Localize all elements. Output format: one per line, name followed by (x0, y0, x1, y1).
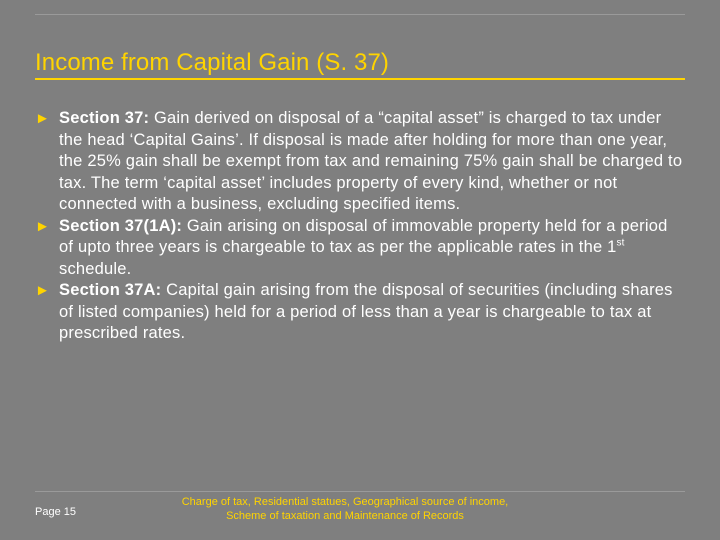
footer-topic-note: Charge of tax, Residential statues, Geographical source of income, Scheme of taxation and Maintenance of Records (181, 496, 509, 522)
title-underline (35, 78, 685, 80)
bullet-item-section-37 (35, 108, 685, 216)
bullet-item-section-37a (35, 280, 685, 345)
ordinal-superscript: st (616, 237, 625, 249)
slide-title: Income from Capital Gain (S. 37) (35, 49, 390, 76)
section-text: Gain arising on disposal of immovable property held for a period of upto three years is chargeable to tax as per the applicable rates in the 1 (59, 216, 668, 256)
arrow-bullet-icon: ► (35, 217, 51, 235)
section-text: Capital gain arising from the disposal of securities (including shares of listed companies) held for a period of less than a year is chargeable to tax at prescribed rates. (59, 281, 673, 342)
arrow-bullet-icon: ► (35, 282, 51, 299)
section-heading: Section 37: (59, 109, 150, 127)
page-number: Page 15 (35, 506, 76, 518)
bullet-item-section-37-1a (35, 216, 685, 281)
arrow-bullet-icon: ► (35, 110, 51, 127)
section-heading: Section 37(1A): (59, 216, 183, 235)
footer-divider (35, 491, 685, 492)
section-text: Gain derived on disposal of a “capital asset” is charged to tax under the head ‘Capital Gains’. If disposal is made after holding for more than one year, the 25% gain shall be exempt from tax and remaining 75% gain shall be charged to tax. The term ‘capital asset’ includes property of every kind, whether or not connected with a business, excluding specified items. (59, 109, 683, 213)
section-text-end: schedule. (59, 259, 132, 278)
section-heading: Section 37A: (59, 281, 162, 299)
bullet-list (35, 108, 685, 345)
top-divider (35, 14, 685, 15)
